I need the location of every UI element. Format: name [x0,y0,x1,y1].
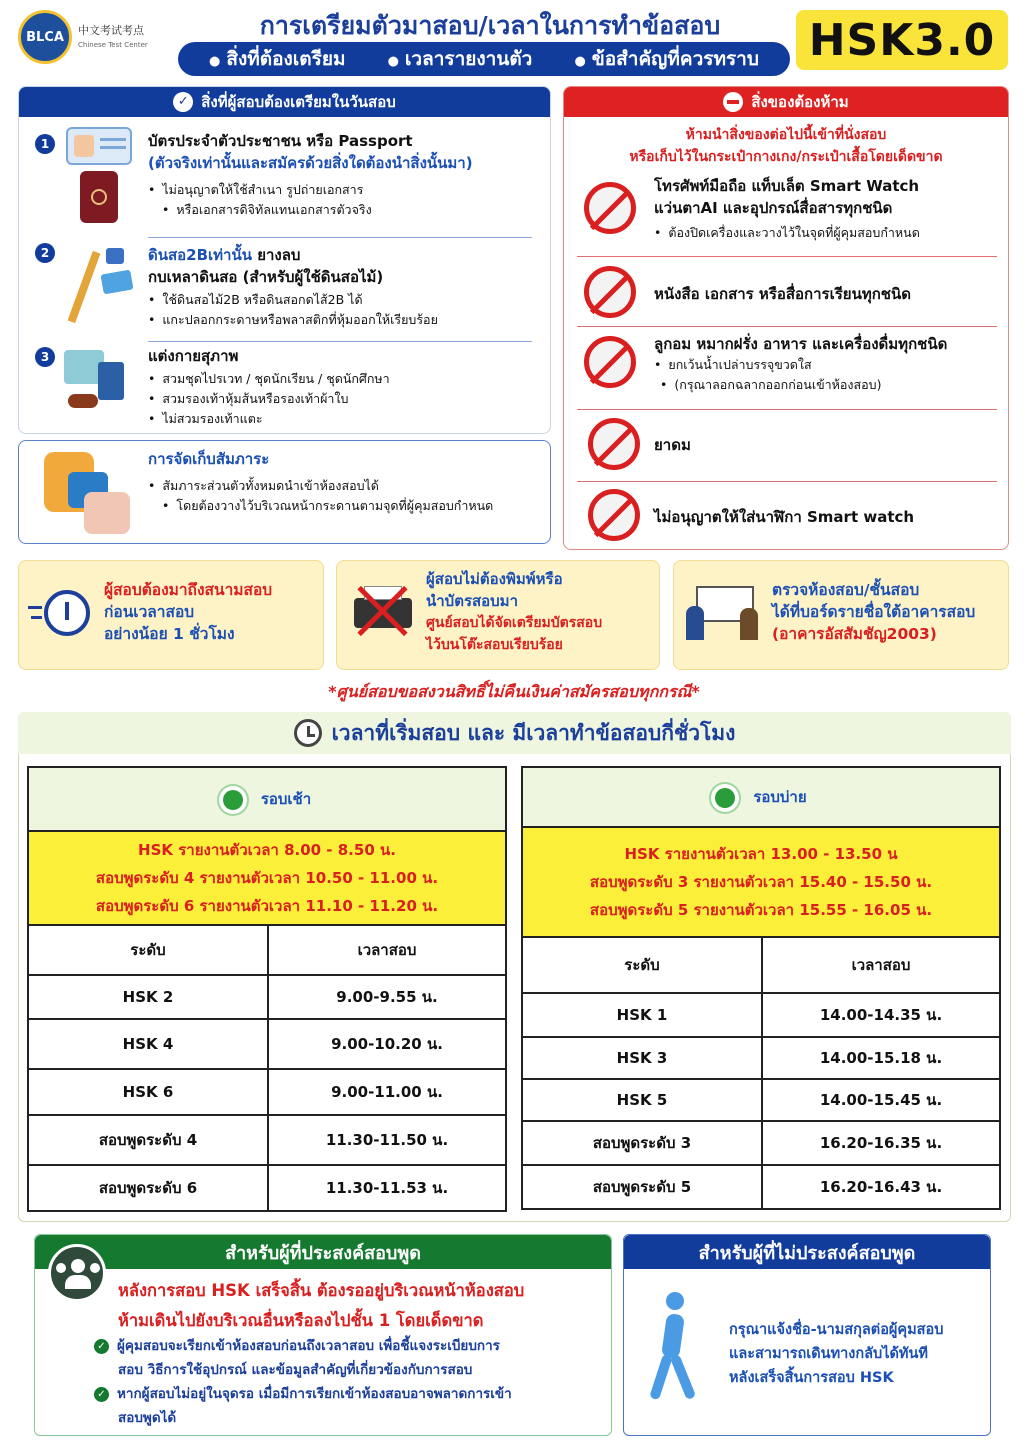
tag-report-time: ● เวลารายงานตัว [388,44,533,74]
clothes-icon [62,348,132,414]
divider [148,237,532,238]
logo-caption: 中文考试考点 Chinese Test Center [78,24,148,49]
blca-logo: BLCA [18,10,72,64]
list-item: • แกะปลอกกระดาษหรือพลาสติกที่หุ้มออกให้เรียบร้อย [148,310,543,330]
afternoon-report: HSK รายงานตัวเวลา 13.00 - 13.50 น สอบพูดระดับ 3 รายงานตัวเวลา 15.40 - 15.50 น. สอบพูดระดับ 5 รายงานตัวเวลา 15.55 - 16.05 น. [522,827,1000,937]
table-row: HSK 1 14.00-14.35 น. [522,993,1000,1037]
no-inhaler-icon [588,418,640,470]
list-item: • หรือเอกสารดิจิทัลแทนเอกสารตัวจริง [148,200,543,220]
refund-notice: *ศูนย์สอบขอสงวนสิทธิ์ไม่คืนเงินค่าสมัครสอบทุกกรณี* [328,682,700,701]
forbidden-intro: ห้ามนำสิ่งของต่อไปนี้เข้าที่นั่งสอบ หรือเก็บไว้ในกระเป๋ากางเกง/กระเป๋าเสื้อโดยเด็ดขาด [629,127,943,165]
check-circle-icon: ✓ [173,92,193,112]
no-printer-icon [350,582,416,642]
list-item: • โดยต้องวางไว้บริเวณหน้ากระดานตามจุดที่ผู้คุมสอบกำหนด [148,496,543,516]
check-icon: ✓ [94,1339,109,1354]
table-row: HSK 6 9.00-11.00 น. [28,1069,506,1115]
morning-table [27,766,507,1212]
col-time: เวลาสอบ [268,925,506,975]
id-card-icon [66,127,132,165]
speaking-checks: ✓ ผู้คุมสอบจะเรียกเข้าห้องสอบก่อนถึงเวลาสอบ เพื่อชี้แจงระเบียบการ สอบ วิธีการใช้อุปกรณ์ และข้อมูลสำคัญที่เกี่ยวข้องกับการสอบ ✓ หากผู้สอบไม่อยู่ในจุดรอ เมื่อมีการเรียกเข้าห้องสอบอาจพลาดการเข้า สอบพูดได้ [94,1334,604,1430]
list-item: • สวมรองเท้าหุ้มส้นหรือรองเท้าผ้าใบ [148,389,543,409]
list-item: ✓ ผู้คุมสอบจะเรียกเข้าห้องสอบก่อนถึงเวลาสอบ เพื่อชี้แจงระเบียบการ [94,1334,604,1358]
list-item: • ต้องปิดเครื่องและวางไว้ในจุดที่ผู้คุมสอบกำหนด [654,223,1002,243]
info-room-check-text: ตรวจห้องสอบ/ชั้นสอบ ได้ที่บอร์ดรายชื่อใต้อาคารสอบ (อาคารอัสสัมชัญ2003) [772,581,976,643]
table-row: สอบพูดระดับ 3 16.20-16.35 น. [522,1121,1000,1165]
list-item: ✓ หากผู้สอบไม่อยู่ในจุดรอ เมื่อมีการเรียกเข้าห้องสอบอาจพลาดการเข้า [94,1382,604,1406]
forbidden-item-1: โทรศัพท์มือถือ แท็บเล็ต Smart Watch แว่นตาAI และอุปกรณ์สื่อสารทุกชนิด • ต้องปิดเครื่องและวางไว้ในจุดที่ผู้คุมสอบกำหนด [654,175,1002,243]
divider [577,326,997,327]
list-item: • สัมภาระส่วนตัวทั้งหมดนำเข้าห้องสอบได้ [148,476,543,496]
tag-important: ● ข้อสำคัญที่ควรทราบ [574,44,758,74]
table-row: สอบพูดระดับ 6 11.30-11.53 น. [28,1165,506,1211]
no-smartwatch-icon [588,489,640,541]
tag-prepare: ● สิ่งที่ต้องเตรียม [209,44,345,74]
table-row: HSK 2 9.00-9.55 น. [28,975,506,1019]
page-title: การเตรียมตัวมาสอบ/เวลาในการทำข้อสอบ [259,11,721,40]
item-number-1: 1 [35,134,55,154]
clock-icon [294,719,322,747]
item-number-3: 3 [35,347,55,367]
speaking-warning: หลังการสอบ HSK เสร็จสิ้น ต้องรออยู่บริเวณหน้าห้องสอบ ห้ามเดินไปยังบริเวณอื่นหรือลงไปชั้น 1 โดยเด็ดขาด [118,1281,525,1330]
walking-person-icon [644,1292,706,1404]
table-row: สอบพูดระดับ 4 11.30-11.50 น. [28,1115,506,1165]
afternoon-round: รอบบ่าย [522,767,1000,827]
speaking-heading: สำหรับผู้ที่ประสงค์สอบพูด [35,1235,611,1269]
schedule-title: เวลาที่เริ่มสอบ และ มีเวลาทำข้อสอบกี่ชั่วโมง [18,712,1011,754]
morning-round: รอบเช้า [28,767,506,831]
forbidden-item-3: ลูกอม หมากฝรั่ง อาหาร และเครื่องดื่มทุกชนิด • ยกเว้นน้ำเปล่าบรรจุขวดใส • (กรุณาลอกฉลากออกก่อนเข้าห้องสอบ) [654,333,1002,395]
no-food-icon [584,336,636,388]
notice-board-icon [682,584,764,642]
bags-icon [40,446,135,538]
divider [148,341,532,342]
morning-report: HSK รายงานตัวเวลา 8.00 - 8.50 น. สอบพูดระดับ 4 รายงานตัวเวลา 10.50 - 11.00 น. สอบพูดระดับ 6 รายงานตัวเวลา 11.10 - 11.20 น. [28,831,506,925]
no-book-icon [584,266,636,318]
no-speaking-text: กรุณาแจ้งชื่อ-นามสกุลต่อผู้คุมสอบ และสามารถเดินทางกลับได้ทันที หลังเสร็จสิ้นการสอบ HSK [729,1322,944,1386]
prepare-heading: ✓ สิ่งที่ผู้สอบต้องเตรียมในวันสอบ [19,87,550,117]
pencil-eraser-icon [60,244,138,324]
table-row: HSK 3 14.00-15.18 น. [522,1037,1000,1079]
table-row: HSK 5 14.00-15.45 น. [522,1079,1000,1121]
passport-icon [80,171,118,223]
sun-icon [223,790,243,810]
info-exam-card-text: ผู้สอบไม่ต้องพิมพ์หรือ นำบัตรสอบมา ศูนย์สอบได้จัดเตรียมบัตรสอบ ไว้บนโต๊ะสอบเรียบร้อย [426,570,603,653]
item-2-text: ดินสอ2Bเท่านั้น ยางลบ กบเหลาดินสอ (สำหรับผู้ใช้ดินสอไม้) • ใช้ดินสอไม้2B หรือดินสอกดไส้2B ได้ • แกะปลอกกระดาษหรือพลาสติกที่หุ้มออกให้เรียบร้อย [148,244,543,330]
divider [577,256,997,257]
no-speaking-heading: สำหรับผู้ที่ไม่ประสงค์สอบพูด [624,1235,990,1269]
check-icon: ✓ [94,1387,109,1402]
sun-icon [715,788,735,808]
table-row: สอบพูดระดับ 5 16.20-16.43 น. [522,1165,1000,1209]
item-number-2: 2 [35,243,55,263]
col-level: ระดับ [522,937,762,993]
item-3-text: แต่งกายสุภาพ • สวมชุดไปรเวท / ชุดนักเรียน / ชุดนักศึกษา • สวมรองเท้าหุ้มส้นหรือรองเท้าผ้าใบ • ไม่สวมรองเท้าแตะ [148,345,543,429]
list-item: • ไม่สวมรองเท้าแตะ [148,409,543,429]
no-entry-icon [723,92,743,112]
item-1-text: บัตรประจำตัวประชาชน หรือ Passport (ตัวจริงเท่านั้นและสมัครด้วยสิ่งใดต้องนำสิ่งนั้นมา) • ไม่อนุญาตให้ใช้สำเนา รูปถ่ายเอกสาร • หรือเอกสารดิจิทัลแทนเอกสารตัวจริง [148,130,543,220]
divider [577,409,997,410]
group-icon [48,1244,106,1302]
list-item: • ใช้ดินสอไม้2B หรือดินสอกดไส้2B ได้ [148,290,543,310]
col-time: เวลาสอบ [762,937,1000,993]
list-item: • ไม่อนุญาตให้ใช้สำเนา รูปถ่ายเอกสาร [148,180,543,200]
info-arrival-text: ผู้สอบต้องมาถึงสนามสอบ ก่อนเวลาสอบ อย่างน้อย 1 ชั่วโมง [104,581,273,643]
list-item: • (กรุณาลอกฉลากออกก่อนเข้าห้องสอบ) [654,375,1002,395]
forbidden-item-5: ไม่อนุญาตให้ใส่นาฬิกา Smart watch [654,508,915,526]
list-item: • สวมชุดไปรเวท / ชุดนักเรียน / ชุดนักศึกษา [148,369,543,389]
forbidden-item-4: ยาดม [654,436,691,454]
list-item: • ยกเว้นน้ำเปล่าบรรจุขวดใส [654,355,1002,375]
col-level: ระดับ [28,925,268,975]
divider [577,481,997,482]
hsk-badge: HSK3.0 [796,10,1008,70]
stopwatch-icon [28,584,94,644]
afternoon-table [521,766,1001,1210]
forbidden-item-2: หนังสือ เอกสาร หรือสื่อการเรียนทุกชนิด [654,285,911,303]
no-phone-icon [584,182,636,234]
storage-text: การจัดเก็บสัมภาระ • สัมภาระส่วนตัวทั้งหมดนำเข้าห้องสอบได้ • โดยต้องวางไว้บริเวณหน้ากระดานตามจุดที่ผู้คุมสอบกำหนด [148,448,543,516]
table-row: HSK 4 9.00-10.20 น. [28,1019,506,1069]
topic-tags [178,42,790,76]
forbidden-heading: สิ่งของต้องห้าม [564,87,1008,117]
